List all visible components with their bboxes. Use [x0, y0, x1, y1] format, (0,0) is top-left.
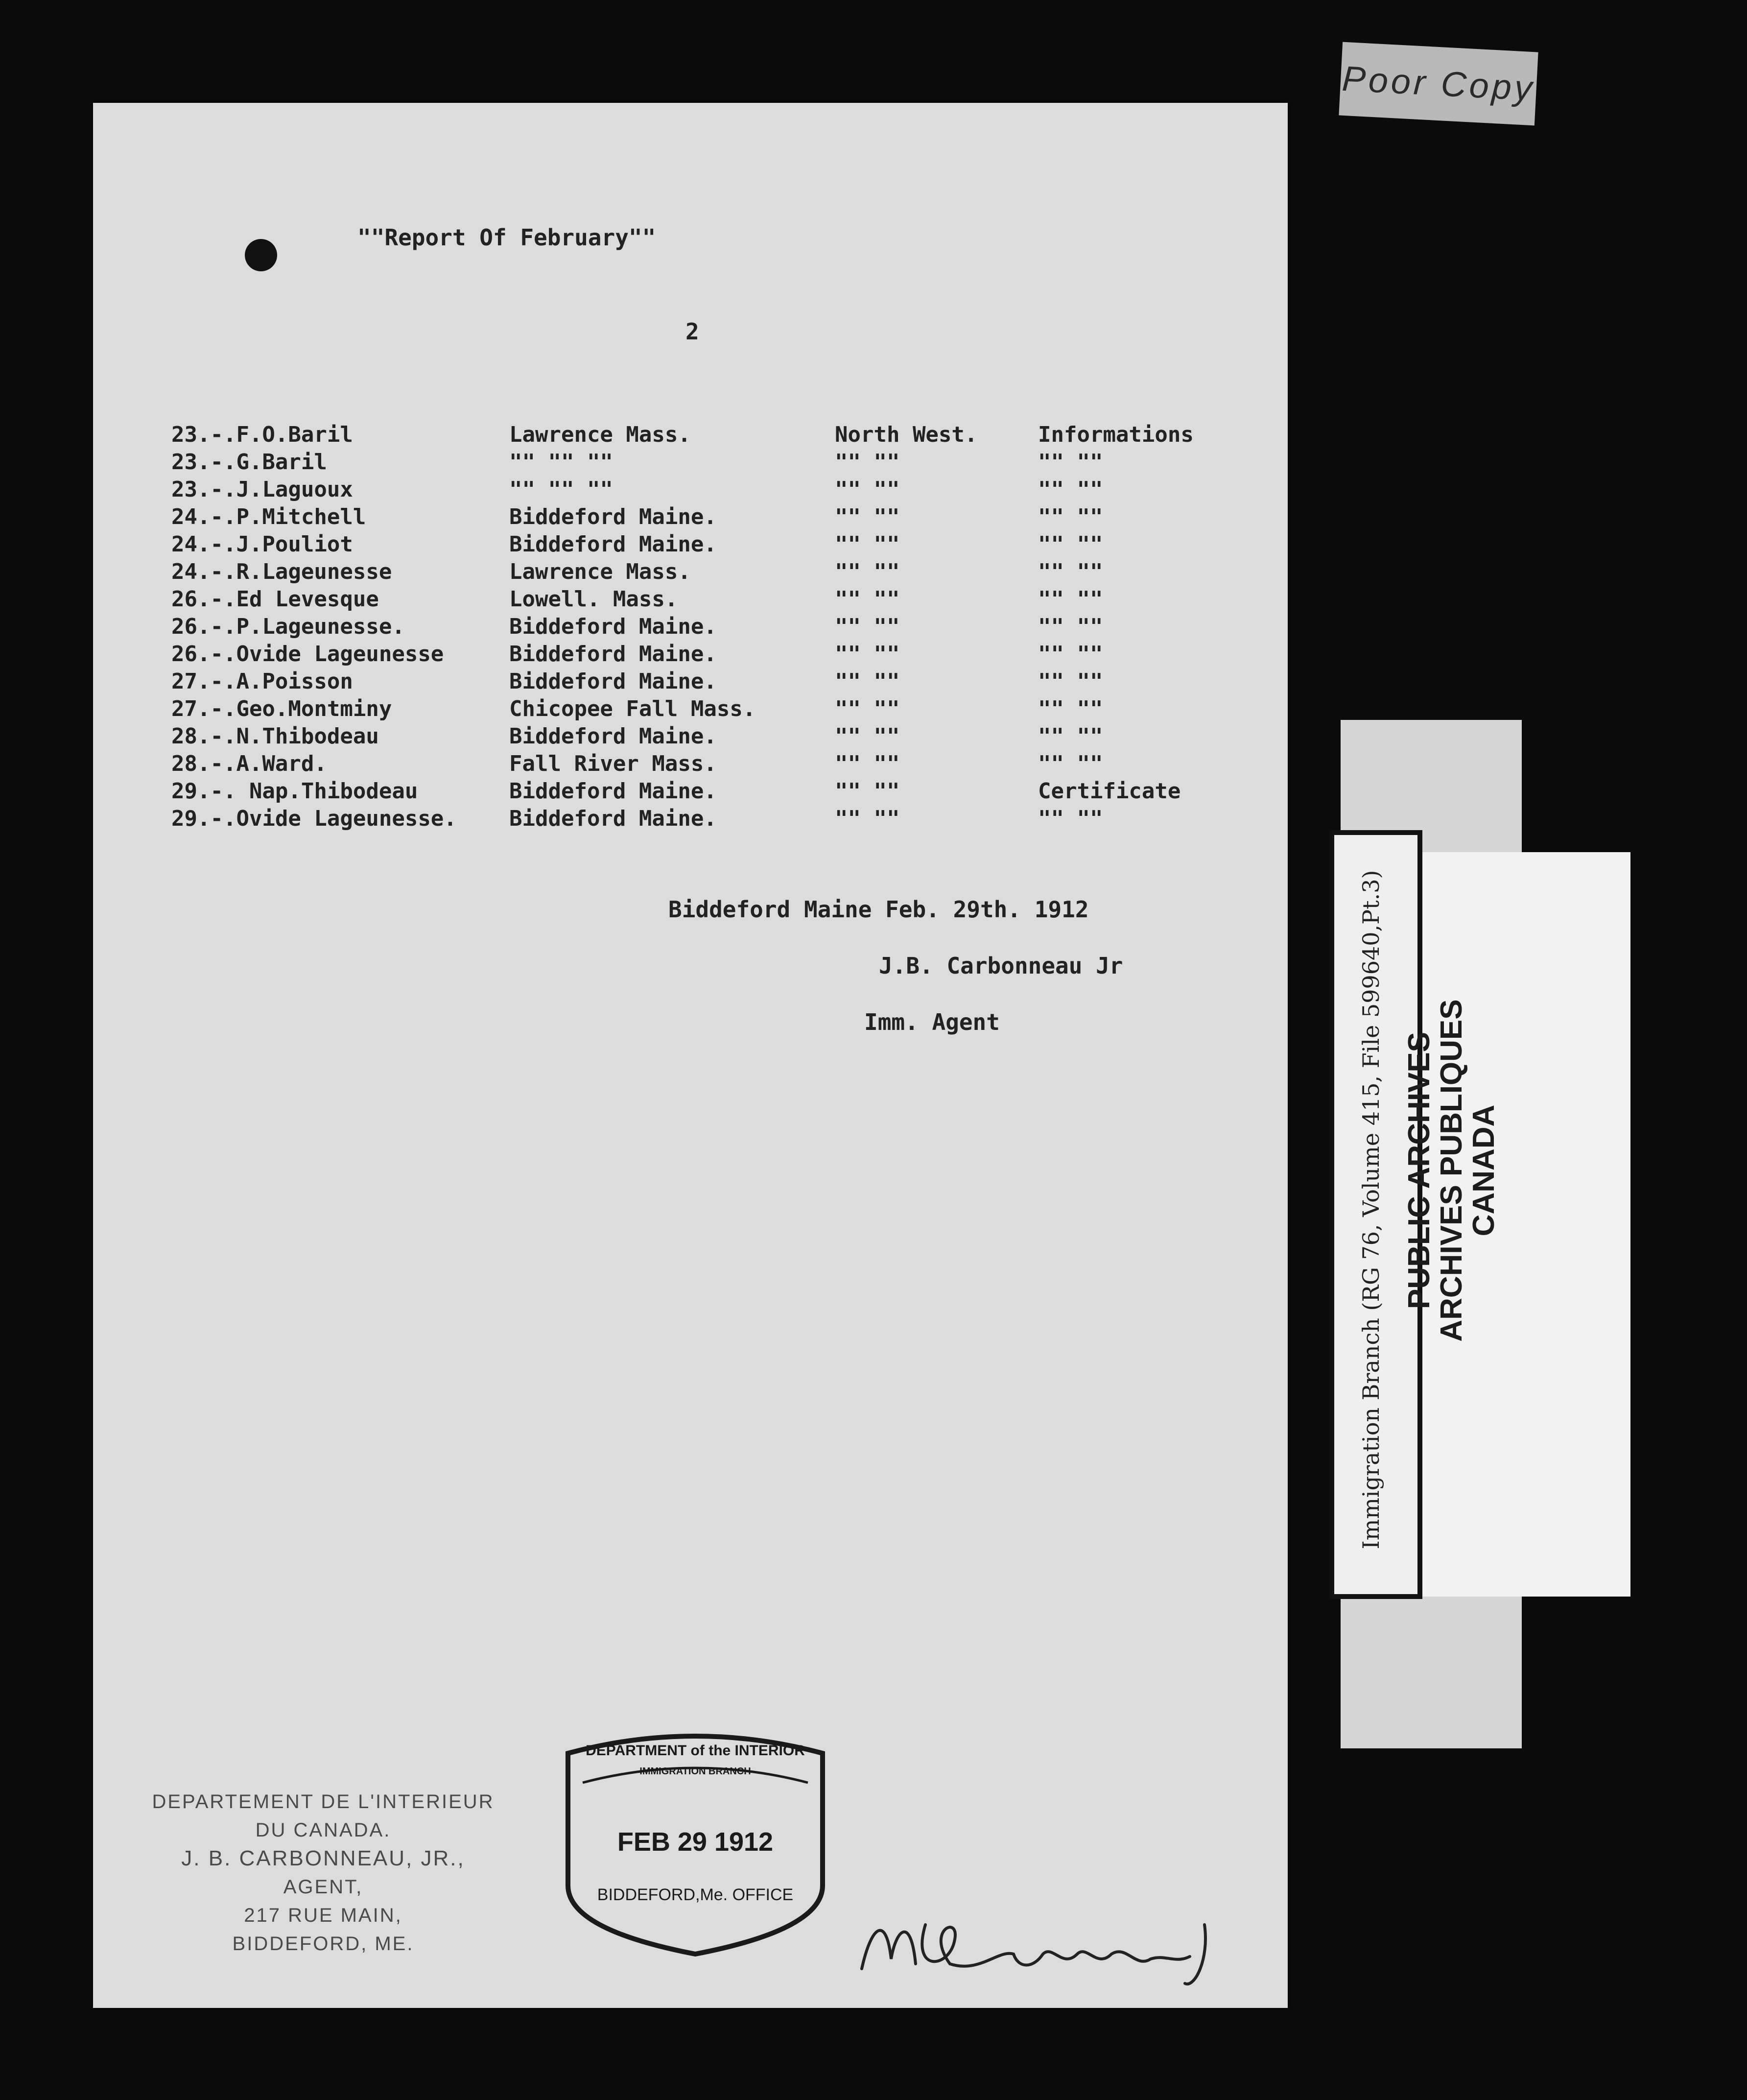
entry-city: "" "" "" [509, 477, 613, 502]
entry-row [93, 531, 1288, 558]
letterhead-line: J. B. CARBONNEAU, JR., [181, 1846, 465, 1870]
entry-status: "" "" [1038, 806, 1103, 831]
entry-region: "" "" [835, 779, 900, 804]
entry-list [93, 103, 1288, 2008]
stamp-branch: IMMIGRATION BRANCH [639, 1766, 751, 1777]
entry-name: 28.-.A.Ward. [171, 751, 327, 776]
entry-row [93, 723, 1288, 750]
entry-name: 23.-.F.O.Baril [171, 422, 353, 447]
entry-name: 26.-.P.Lageunesse. [171, 614, 405, 639]
handwritten-signature [852, 1895, 1244, 1993]
entry-status: "" "" [1038, 532, 1103, 557]
entry-status: "" "" [1038, 504, 1103, 529]
entry-region: "" "" [835, 532, 900, 557]
entry-city: Biddeford Maine. [509, 642, 717, 667]
entry-status: "" "" [1038, 477, 1103, 502]
archives-line: ARCHIVES PUBLIQUES [1435, 999, 1468, 1342]
letterhead-line: BIDDEFORD, ME. [232, 1933, 414, 1955]
entry-name: 26.-.Ed Levesque [171, 587, 379, 612]
entry-city: Biddeford Maine. [509, 532, 717, 557]
entry-city: Fall River Mass. [509, 751, 717, 776]
entry-row [93, 613, 1288, 641]
entry-name: 26.-.Ovide Lageunesse [171, 642, 444, 667]
entry-city: Biddeford Maine. [509, 614, 717, 639]
signatory-title: Imm. Agent [864, 1009, 1000, 1035]
entry-city: Biddeford Maine. [509, 806, 717, 831]
entry-region: "" "" [835, 751, 900, 776]
entry-region: "" "" [835, 504, 900, 529]
entry-region: North West. [835, 422, 978, 447]
document-page [93, 103, 1288, 2008]
entry-status: Certificate [1038, 779, 1181, 804]
entry-name: 24.-.R.Lageunesse [171, 559, 392, 584]
entry-status: "" "" [1038, 724, 1103, 749]
entry-region: "" "" [835, 642, 900, 667]
entry-name: 23.-.G.Baril [171, 450, 327, 475]
entry-row [93, 449, 1288, 476]
entry-name: 24.-.P.Mitchell [171, 504, 366, 529]
stamp-date: FEB 29 1912 [617, 1827, 774, 1857]
entry-row [93, 778, 1288, 805]
stamp-department: DEPARTMENT of the INTERIOR [586, 1742, 805, 1759]
entry-status: "" "" [1038, 559, 1103, 584]
entry-region: "" "" [835, 669, 900, 694]
place-date: Biddeford Maine Feb. 29th. 1912 [668, 896, 1089, 923]
poor-copy-tag: Poor Copy [1339, 42, 1538, 126]
entry-status: "" "" [1038, 751, 1103, 776]
entry-city: Chicopee Fall Mass. [509, 696, 756, 721]
entry-region: "" "" [835, 724, 900, 749]
letterhead-line: 217 RUE MAIN, [244, 1905, 402, 1926]
entry-row [93, 503, 1288, 531]
entry-city: Biddeford Maine. [509, 669, 717, 694]
letterhead-line: AGENT, [283, 1876, 363, 1898]
stamp-office: BIDDEFORD,Me. OFFICE [597, 1885, 794, 1904]
entry-row [93, 421, 1288, 449]
date-stamp [548, 1724, 842, 1959]
entry-name: 29.-. Nap.Thibodeau [171, 779, 418, 804]
entry-city: Lawrence Mass. [509, 422, 691, 447]
entry-row [93, 668, 1288, 695]
report-title: ""Report Of February"" [357, 224, 656, 251]
signature-ink [852, 1895, 1244, 1993]
entry-name: 23.-.J.Laguoux [171, 477, 353, 502]
entry-city: Biddeford Maine. [509, 724, 717, 749]
entry-row [93, 750, 1288, 778]
entry-row [93, 558, 1288, 586]
entry-city: Biddeford Maine. [509, 504, 717, 529]
entry-city: "" "" "" [509, 450, 613, 475]
signatory-name: J.B. Carbonneau Jr [879, 953, 1123, 979]
entry-region: "" "" [835, 806, 900, 831]
entry-name: 27.-.A.Poisson [171, 669, 353, 694]
entry-name: 24.-.J.Pouliot [171, 532, 353, 557]
entry-region: "" "" [835, 587, 900, 612]
archives-label [1403, 926, 1500, 1415]
entry-status: "" "" [1038, 696, 1103, 721]
entry-row [93, 695, 1288, 723]
entry-city: Lawrence Mass. [509, 559, 691, 584]
entry-status: "" "" [1038, 642, 1103, 667]
entry-region: "" "" [835, 696, 900, 721]
page-number: 2 [685, 318, 699, 345]
entry-city: Biddeford Maine. [509, 779, 717, 804]
entry-row [93, 586, 1288, 613]
entry-row [93, 805, 1288, 833]
entry-row [93, 641, 1288, 668]
entry-status: "" "" [1038, 614, 1103, 639]
entry-status: "" "" [1038, 587, 1103, 612]
entry-region: "" "" [835, 614, 900, 639]
letterhead-line: DEPARTEMENT DE L'INTERIEUR [152, 1791, 495, 1813]
entry-name: 29.-.Ovide Lageunesse. [171, 806, 457, 831]
entry-region: "" "" [835, 477, 900, 502]
letterhead-line: DU CANADA. [255, 1819, 391, 1841]
letterhead-stamp [108, 1788, 539, 1958]
archives-line: CANADA [1467, 1104, 1501, 1237]
entry-region: "" "" [835, 450, 900, 475]
entry-name: 28.-.N.Thibodeau [171, 724, 379, 749]
entry-status: Informations [1038, 422, 1194, 447]
entry-row [93, 476, 1288, 503]
entry-status: "" "" [1038, 450, 1103, 475]
entry-region: "" "" [835, 559, 900, 584]
archive-reference: Immigration Branch (RG 76, Volume 415, File 599640,Pt.3) [1358, 870, 1384, 1550]
entry-status: "" "" [1038, 669, 1103, 694]
archives-line: PUBLIC ARCHIVES [1402, 1031, 1436, 1310]
entry-name: 27.-.Geo.Montminy [171, 696, 392, 721]
entry-city: Lowell. Mass. [509, 587, 678, 612]
